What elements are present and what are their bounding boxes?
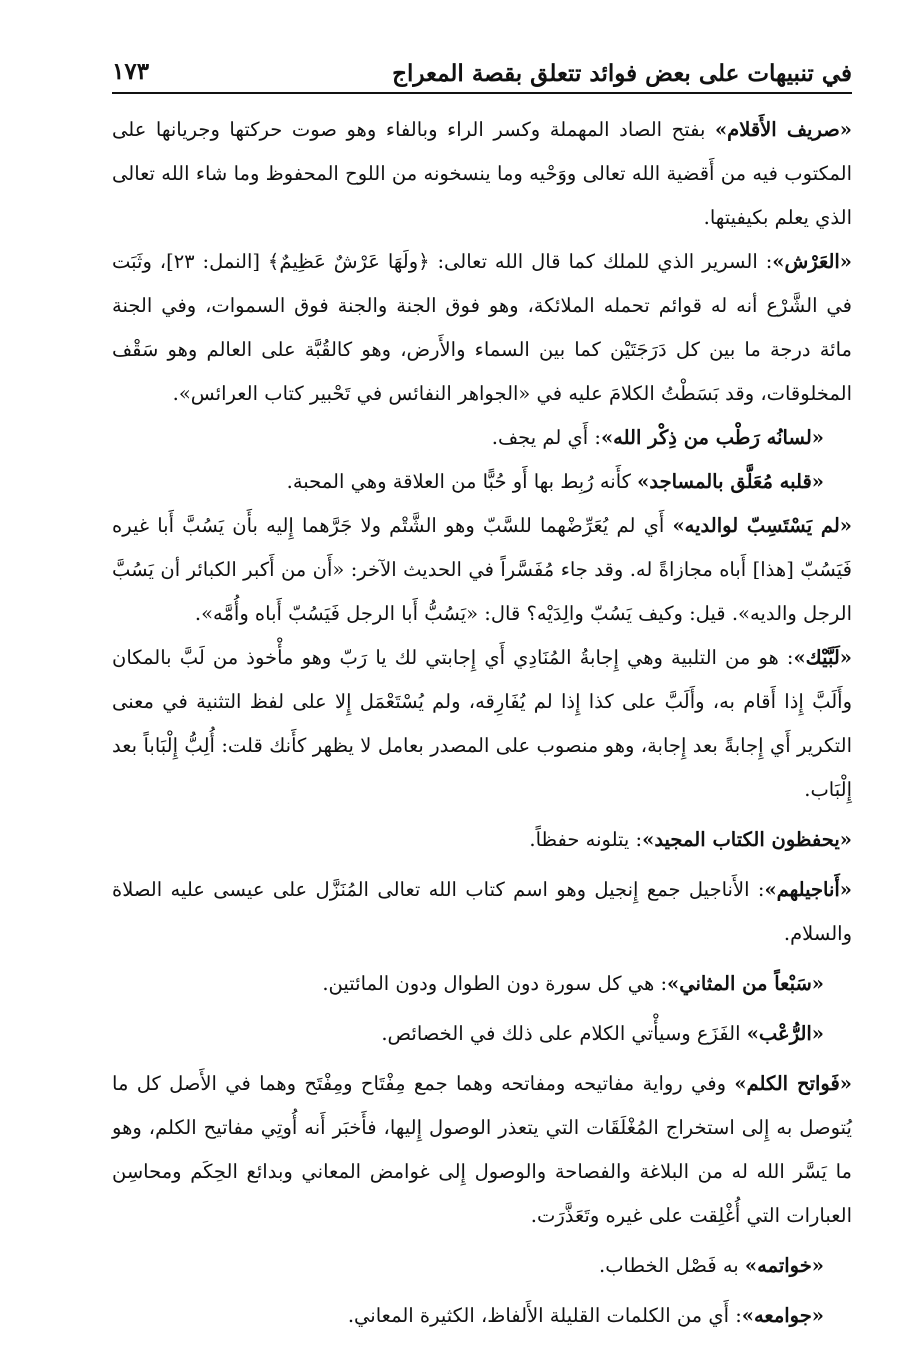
entry-sarif-al-aqlam: [112, 108, 852, 240]
entry-text: بفتح الصاد المهملة وكسر الراء وبالفاء وهو صوت حركتها وجريانها على المكتوب فيه من أَقضية الله تعالى ووَحْيه وما ينسخونه من اللوح المحفوظ وما شاء الله تعالى الذي يعلم بكيفيتها.: [112, 118, 852, 229]
book-page: [112, 52, 852, 1338]
entry-al-arsh: [112, 240, 852, 416]
entry-term: «جوامعه»: [741, 1304, 824, 1327]
entry-lam-yastasibb: [112, 504, 852, 636]
running-head: [112, 52, 852, 94]
entry-term: «لسانُه رَطْب من ذِكْر الله»: [600, 426, 824, 449]
entry-term: «العَرْش»: [772, 250, 852, 273]
entry-text: : هو من التلبية وهي إِجابةُ المُنَادِي أَي إِجابتي لك يا رَبّ وهو مأْخوذ من لَبَّ بالمكان وأَلَبَّ إِذا أَقام به، وأَلَبَّ على كذا إِذا لم يُفَارِقه، ولم يُسْتَعْمَل إِلا على لفظ التثنية في معنى التكرير أَي إِجابةً بعد إِجابة، وهو منصوب على المصدر بعامل لا يظهر كأَنك قلت: أُلِبُّ إِلْبَاباً بعد إِلْبَاب.: [112, 646, 852, 801]
entry-yahfazun: [112, 818, 852, 862]
entry-ar-ruab: [112, 1012, 852, 1056]
entry-term: «لم يَسْتَسِبّ لوالديه»: [672, 514, 852, 537]
entry-term: «لَبَّيْك»: [793, 646, 852, 669]
entry-text: : السرير الذي للملك كما قال الله تعالى: ﴿ولَهَا عَرْشٌ عَظِيمٌ﴾ [النمل: ٢٣]، وثَبَت في الشَّرْع أنه له قوائم تحمله الملائكة، وهو فوق الجنة والجنة فوق السموات، وفي الجنة مائة درجة ما بين كل دَرَجَتَيْن كما بين السماء والأَرض، وهو كالقُبَّة على العالم وهو سَقْف المخلوقات، وقد بَسَطْتُ الكلامَ عليه في «الجواهر النفائس في تَحْبير كتاب العرائس».: [112, 250, 852, 405]
body-text: [112, 94, 852, 1338]
entry-text: : يتلونه حفظاً.: [529, 828, 643, 851]
entry-text: وفي رواية مفاتيحه ومفاتحه وهما جمع مِفْتَاح ومِفْتَح وهما في الأَصل كل ما يُتوصل به إِلى استخراج المُغْلَقَات التي يتعذر الوصول إِليها، فأَخبَر أَنه أُوتِي مفاتيح الكلم، وهو ما يَسَّر الله له من البلاغة والفصاحة والوصول إِلى غوامض المعاني وبدائع الحِكَم ومحاسِن العبارات التي أُغْلِقت على غيره وتَعَذَّرَت.: [112, 1072, 852, 1227]
entry-text: : أَي من الكلمات القليلة الأَلفاظ، الكثيرة المعاني.: [347, 1304, 742, 1327]
page-number: ١٧٣: [112, 58, 150, 85]
entry-text: : الأَناجيل جمع إِنجيل وهو اسم كتاب الله تعالى المُنَزَّل على عيسى عليه الصلاة والسلام.: [112, 878, 852, 945]
entry-sab-an-min-al-mathani: [112, 962, 852, 1006]
entry-term: «أَناجيلهم»: [764, 878, 852, 901]
entry-term: «يحفظون الكتاب المجيد»: [642, 828, 852, 851]
entry-text: به فَصْل الخطاب.: [599, 1254, 745, 1277]
entry-term: «الرُّعْب»: [746, 1022, 824, 1045]
entry-term: «فَواتح الكلم»: [734, 1072, 852, 1095]
entry-jawamiuhu: [112, 1294, 852, 1338]
entry-labbayk: [112, 636, 852, 812]
entry-term: «قلبه مُعَلَّق بالمساجد»: [637, 470, 824, 493]
entry-khawatimuhu: [112, 1244, 852, 1288]
entry-text: : هي كل سورة دون الطوال ودون المائتين.: [322, 972, 668, 995]
entry-qalbuhu-muallaq: [112, 460, 852, 504]
entry-term: «خواتمه»: [744, 1254, 824, 1277]
entry-text: أَي لم يُعَرِّضْهما للسَّبّ وهو الشَّتْم ولا جَرَّهما إِليه بأَن يَسُبَّ أَبا غيره فَيَسُبّ [هذا] أَباه مجازاةً له. وقد جاء مُفَسَّراً في الحديث الآخر: «أَن من أَكبر الكبائر أن يَسُبَّ الرجل والديه». قيل: وكيف يَسُبّ والِدَيْه؟ قال: «يَسُبُّ أَبا الرجل فَيَسُبّ أَباه وأُمَّه».: [112, 514, 852, 625]
entry-term: «سَبْعاً من المثاني»: [667, 972, 824, 995]
entry-lisanuhu-ratb: [112, 416, 852, 460]
entry-fawatih-al-kalim: [112, 1062, 852, 1238]
entry-anajiluhum: [112, 868, 852, 956]
entry-text: الفَزَع وسيأْتي الكلام على ذلك في الخصائص.: [381, 1022, 747, 1045]
entry-text: كأَنه رُبِط بها أَو حُبًّا من العلاقة وهي المحبة.: [286, 470, 638, 493]
entry-term: «صريف الأَقلام»: [714, 118, 852, 141]
entry-text: : أَي لم يجف.: [491, 426, 601, 449]
running-title: في تنبيهات على بعض فوائد تتعلق بقصة المعراج: [392, 60, 852, 87]
